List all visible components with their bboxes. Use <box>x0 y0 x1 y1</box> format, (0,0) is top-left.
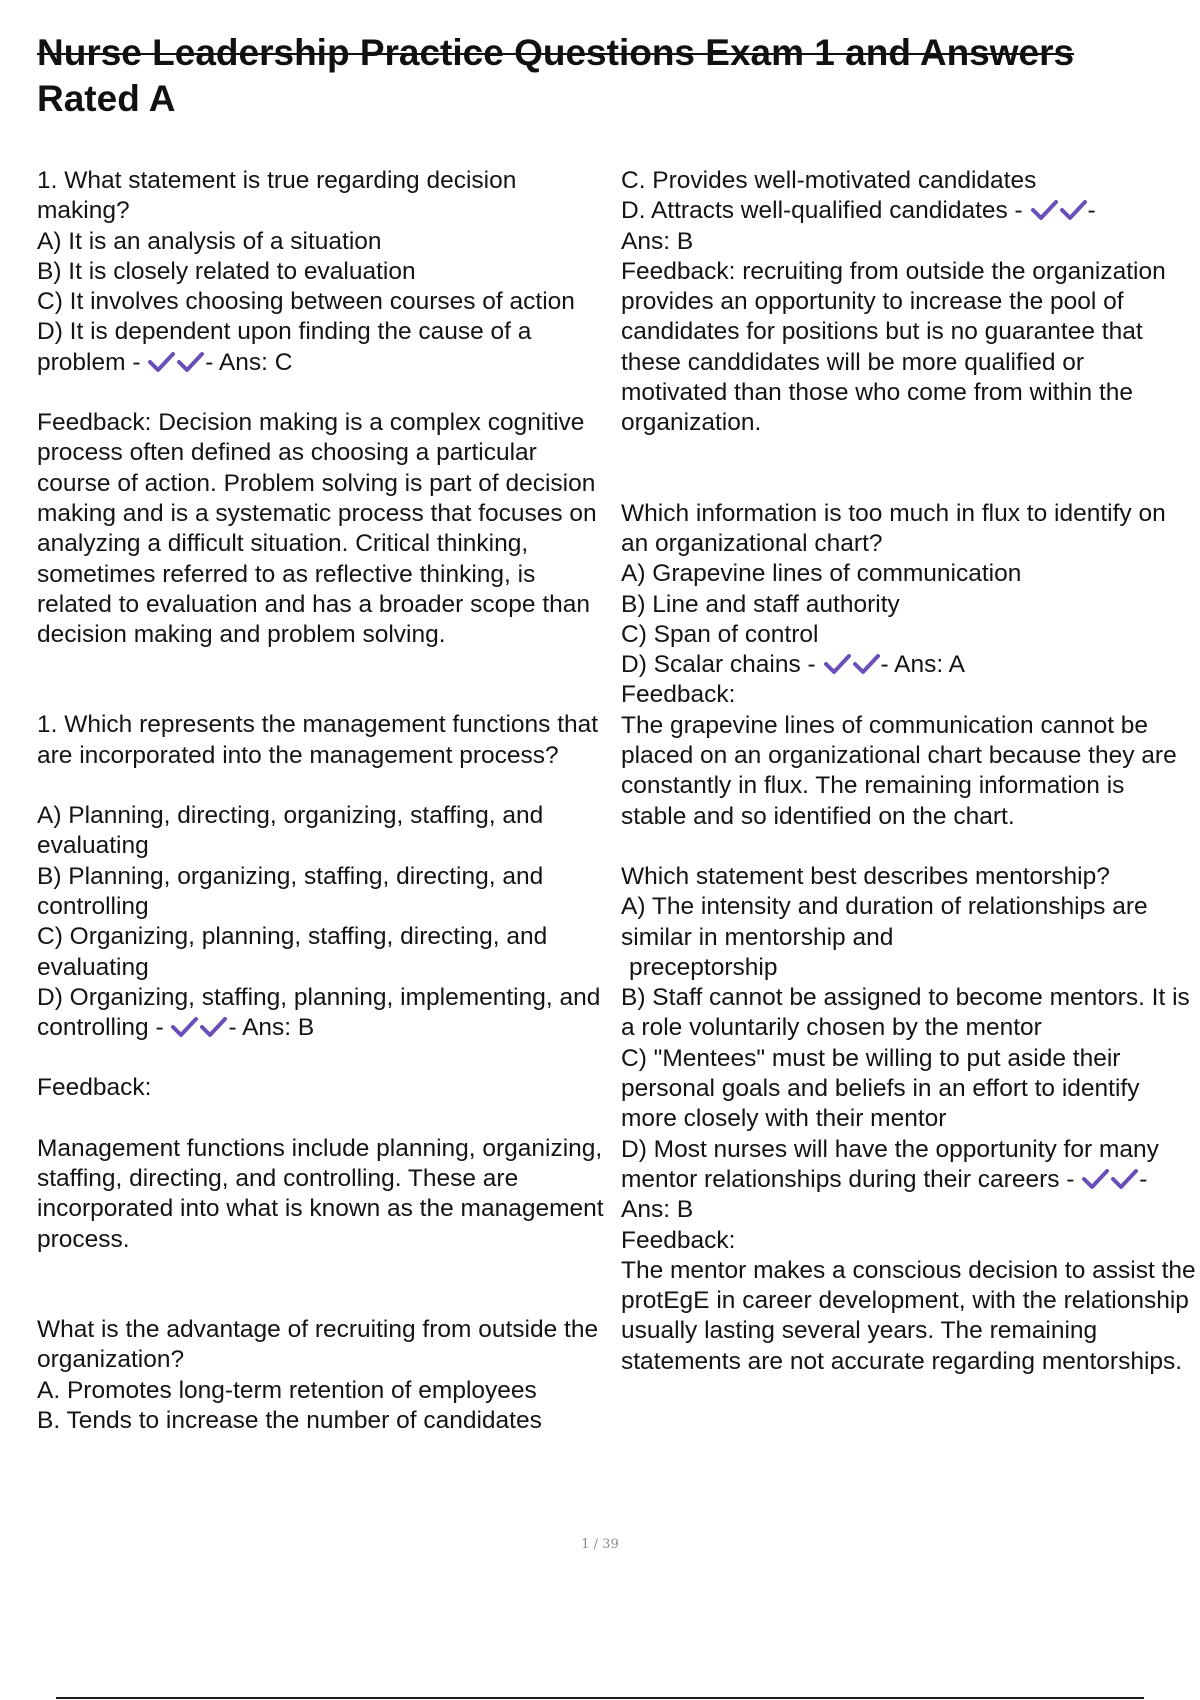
check-icon <box>852 652 881 676</box>
feedback: The grapevine lines of communication cannot be placed on an organizational chart because they are constantly in flux. The remaining information is stable and so identified on the chart. <box>621 711 1177 830</box>
question-stem: What is the advantage of recruiting from outside the organization? <box>37 1315 599 1374</box>
check-icon <box>170 1015 199 1039</box>
option-d <box>621 650 1196 680</box>
question-stem: Which statement best describes mentorship? <box>621 862 1110 890</box>
option-b: B) Planning, organizing, staffing, directing, and controlling <box>37 862 544 920</box>
option-d-text: D) Most nurses will have the opportunity for many mentor relationships during their careers - <box>621 1135 1159 1193</box>
feedback: Feedback: Decision making is a complex cognitive process often defined as choosing a particular course of action. Problem solving is part of decision making and is a systematic process that focuses on analyzing a difficult situation. Critical thinking, sometimes referred to as reflective thinking, is related to evaluation and has a broader scope than decision making and problem solving. <box>37 409 597 649</box>
option-a-continued: preceptorship <box>629 953 778 981</box>
right-column <box>621 166 1196 1377</box>
option-d <box>37 317 609 378</box>
question-4 <box>621 499 1196 832</box>
feedback: Management functions include planning, organizing, staffing, directing, and controlling. These are incorporated into what is known as the management process. <box>37 1134 604 1253</box>
answer: - Ans: C <box>205 348 293 376</box>
option-d-text: D) Organizing, staffing, planning, implementing, and controlling - <box>37 983 601 1042</box>
check-icon <box>1030 198 1059 222</box>
option-d-text: D) Scalar chains - <box>621 651 816 679</box>
question-2 <box>37 710 609 1254</box>
feedback-label: Feedback: <box>621 681 736 709</box>
feedback: The mentor makes a conscious decision to assist the protEgE in career development, with the relationship usually lasting several years. The remaining statements are not accurate regarding mentorships. <box>621 1256 1196 1375</box>
feedback: Feedback: recruiting from outside the organization provides an opportunity to increase the pool of candidates for positions but is no guarantee that these canddidates will be more qualified or motivated than those who come from within the organization. <box>621 257 1166 437</box>
feedback-label: Feedback: <box>37 1074 152 1102</box>
option-b: B. Tends to increase the number of candidates <box>37 1406 542 1434</box>
option-c: C) It involves choosing between courses of action <box>37 288 575 316</box>
answer: Ans: B <box>621 227 694 255</box>
option-a: A) Grapevine lines of communication <box>621 560 1022 588</box>
answer: Ans: B <box>621 1196 694 1224</box>
question-3-continued <box>621 166 1196 439</box>
answer: - Ans: A <box>880 651 965 679</box>
option-a: A) Planning, directing, organizing, staffing, and evaluating <box>37 802 544 860</box>
question-stem: 1. Which represents the management functions that are incorporated into the management process? <box>37 711 599 769</box>
question-3 <box>37 1315 609 1436</box>
option-d-text: D. Attracts well-qualified candidates - <box>621 197 1023 225</box>
option-c: C) "Mentees" must be willing to put aside their personal goals and beliefs in an effort to identify more closely with their mentor <box>621 1044 1140 1133</box>
answer: - Ans: B <box>228 1014 315 1042</box>
option-c: C) Span of control <box>621 620 819 648</box>
document-title <box>37 30 1177 122</box>
option-d <box>621 1135 1196 1196</box>
option-a: A. Promotes long-term retention of employees <box>37 1376 537 1404</box>
check-icon <box>1110 1167 1139 1191</box>
page-number: 1 / 39 <box>581 1537 619 1552</box>
option-a: A) It is an analysis of a situation <box>37 227 382 255</box>
question-1 <box>37 166 609 650</box>
check-icon <box>823 652 852 676</box>
question-stem: Which information is too much in flux to identify on an organizational chart? <box>621 499 1166 557</box>
option-a: A) The intensity and duration of relationships are similar in mentorship and <box>621 893 1148 951</box>
option-d-text: D) It is dependent upon finding the cause of a problem - <box>37 318 532 376</box>
check-icon <box>1081 1167 1110 1191</box>
option-c: C. Provides well-motivated candidates <box>621 167 1037 194</box>
option-d <box>621 196 1196 226</box>
answer-dash: - <box>1139 1165 1148 1193</box>
check-icon <box>199 1015 228 1039</box>
check-icon <box>147 350 176 374</box>
check-icon <box>1059 198 1088 222</box>
check-icon <box>176 350 205 374</box>
question-5 <box>621 862 1196 1377</box>
footer-divider <box>56 1697 1144 1699</box>
option-b: B) It is closely related to evaluation <box>37 257 416 285</box>
feedback-label: Feedback: <box>621 1226 736 1254</box>
option-d <box>37 983 609 1044</box>
left-column <box>37 166 609 1436</box>
title-line-2: Rated A <box>37 78 176 119</box>
option-c: C) Organizing, planning, staffing, directing, and evaluating <box>37 923 548 981</box>
question-stem: 1. What statement is true regarding decision making? <box>37 167 517 225</box>
answer-dash: - <box>1087 197 1096 225</box>
option-b: B) Staff cannot be assigned to become mentors. It is a role voluntarily chosen by the mentor <box>621 984 1190 1042</box>
option-b: B) Line and staff authority <box>621 590 900 618</box>
title-line-1: Nurse Leadership Practice Questions Exam 1 and Answers <box>37 32 1075 73</box>
